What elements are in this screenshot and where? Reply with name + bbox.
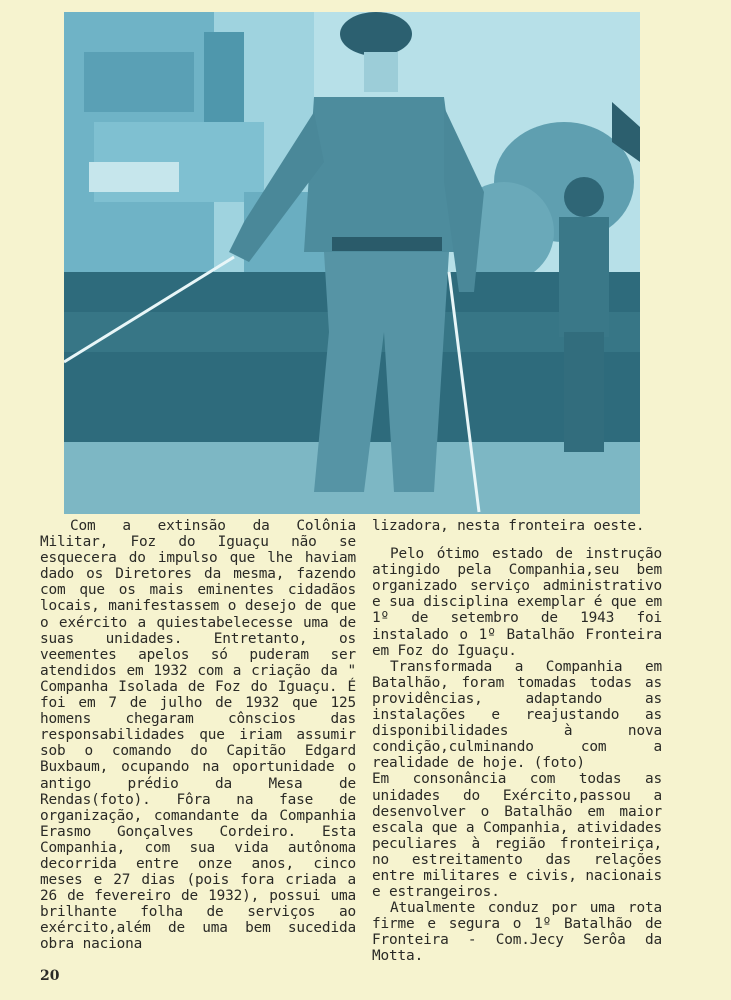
article-left-column <box>40 518 356 953</box>
paragraph: Pelo ótimo estado de instrução atingido pela Companhia,seu bem organizado serviço administrativo e sua disciplina exemplar é que em 1º de setembro de 1943 foi instalado o 1º Batalhão Fronteira em Foz do Iguaçu. <box>372 546 662 659</box>
article-right-column <box>372 518 662 965</box>
paragraph: Em consonância com todas as unidades do Exército,passou a desenvolver o Batalhão em maior escala que a Companhia, atividades peculiares à região fronteiriça, no estreitamento das relações entre militares e civis, nacionais e estrangeiros. <box>372 771 662 901</box>
paragraph: Atualmente conduz por uma rota firme e segura o 1º Batalhão de Fronteira - Com.Jecy Serôa da Motta. <box>372 900 662 965</box>
page-number: 20 <box>40 968 60 984</box>
paragraph: Transformada a Companhia em Batalhão, foram tomadas todas as providências, adaptando as instalações e reajustando as disponibilidades à nova condição,culminando com a realidade de hoje. (foto) <box>372 658 662 772</box>
paragraph: Com a extinsão da Colônia Militar, Foz do Iguaçu não se esquecera do impulso que lhe haviam dado os Diretores da mesma, fazendo com que os mais eminentes cidadãos locais, manifestassem o desejo de que o exército a quiestabelecesse uma de suas unidades. Entretanto, os veementes apelos só puderam ser atendidos em 1932 com a criação da " Companha Isolada de Foz do Iguaçu. É foi em 7 de julho de 1932 que 125 homens chegaram cônscios das responsabilidades que iriam assumir sob o comando do Capitão Edgard Buxbaum, ocupando na oportunidade o antigo prédio da Mesa de Rendas(foto). Fôra na fase de organização, comandante da Companhia Erasmo Gonçalves Cordeiro. Esta Companhia, com sua vida autônoma decorrida entre onze anos, cinco meses e 27 dias (pois fora criada a 26 de fevereiro de 1932), possui uma brilhante folha de serviços ao exército,além de uma bem sucedida obra naciona <box>40 518 356 953</box>
parade-photo-icon <box>64 12 640 514</box>
parade-photo <box>64 12 640 514</box>
paragraph: lizadora, nesta fronteira oeste. <box>372 518 645 534</box>
